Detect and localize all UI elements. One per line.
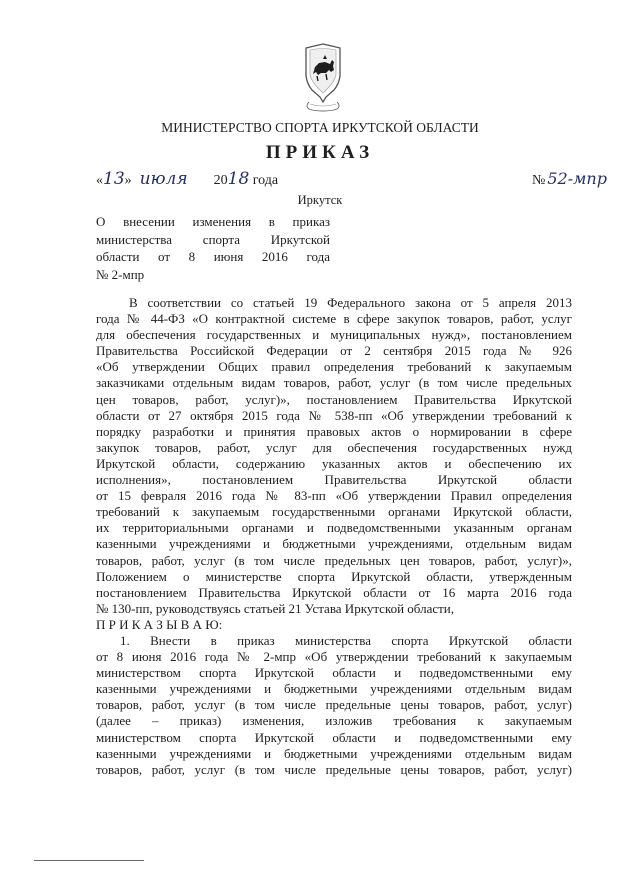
body-line: Положением о министерстве спорта Иркутской области, утвержденным	[96, 568, 572, 584]
date-year-word: года	[252, 173, 279, 188]
body-line: исполнения», постановлением Правительства Иркутской области	[96, 472, 572, 488]
body-line: товаров, работ, услуг (в том числе предельные цены товаров, работ, услуг)	[96, 697, 572, 713]
date-day: 13	[103, 169, 125, 189]
body-line: закупок товаров, работ, услуг для обеспечения государственных нужд	[96, 439, 572, 455]
subject-line: О внесении изменения в приказ	[96, 214, 330, 229]
body-line: для обеспечения государственных и муниципальных нужд», постановлением	[96, 327, 572, 343]
document-body	[96, 295, 572, 778]
number-label: №	[532, 173, 546, 188]
body-line: Иркутской области, содержанию указанных актов и обеспечению их	[96, 455, 572, 471]
order-keyword: П Р И К А З Ы В А Ю:	[96, 616, 223, 632]
document-title: ПРИКАЗ	[265, 142, 375, 163]
date-year-suffix: 18	[227, 169, 250, 189]
body-line: (далее – приказ) изменения, изложив требования к закупаемым	[96, 713, 572, 729]
body-line: заказчиками отдельным видам товаров, работ, услуг (в том числе предельных	[96, 375, 572, 391]
body-line: цен товаров, работ, услуг)», постановлением Правительства Иркутской	[96, 391, 572, 407]
subject-line: № 2-мпр	[96, 266, 145, 282]
date-close-quote: »	[124, 173, 132, 188]
body-line: № 130-пп, руководствуясь статьей 21 Устава Иркутской области,	[96, 600, 455, 616]
document-city: Иркутск	[297, 193, 343, 207]
body-line: «Об утверждении Общих правил определения требований к закупаемым	[96, 359, 572, 375]
body-line: казенными учреждениями и бюджетными учреждениями, отдельным видам	[96, 536, 572, 552]
body-line: казенными учреждениями и бюджетными учреждениями отдельным видам	[96, 681, 572, 697]
body-line: товаров, работ, услуг (в том числе предельные цены товаров, работ, услуг)	[96, 761, 572, 777]
coat-of-arms-emblem	[300, 40, 346, 114]
body-line: требований к закупаемым государственными органами Иркутской области,	[96, 504, 572, 520]
footnote-divider	[34, 860, 144, 861]
body-line: постановлением Правительства Иркутской области от 16 марта 2016 года	[96, 584, 572, 600]
body-line: года № 44-ФЗ «О контрактной системе в сфере закупок товаров, работ, услуг	[96, 311, 572, 327]
date-open-quote: «	[96, 173, 103, 188]
body-line: их территориальными органами и подведомственными указанным органам	[96, 520, 572, 536]
body-line: министерством спорта Иркутской области и подведомственными ему	[96, 729, 572, 745]
body-line: министерством спорта Иркутской области и подведомственными ему	[96, 665, 572, 681]
body-line: от 8 июня 2016 года № 2-мпр «Об утверждении требований к закупаемым	[96, 649, 572, 665]
body-line: товаров, работ, услуг (в том числе предельных цен товаров, работ, услуг)»,	[96, 552, 572, 568]
body-line: от 15 февраля 2016 года № 83-пп «Об утверждении Правил определения	[96, 488, 572, 504]
number-value: 52-мпр	[547, 169, 607, 188]
subject-line: области от 8 июня 2016 года	[96, 249, 330, 264]
body-line: Правительства Российской Федерации от 2 сентября 2015 года № 926	[96, 343, 572, 359]
subject-line: министерства спорта Иркутской	[96, 231, 330, 247]
ministry-name: МИНИСТЕРСТВО СПОРТА ИРКУТСКОЙ ОБЛАСТИ	[161, 120, 479, 135]
document-number	[532, 169, 607, 189]
date-year-prefix: 20	[213, 173, 228, 188]
document-subject	[96, 213, 330, 283]
body-line: порядку разработки и принятия правовых актов о нормировании в сфере	[96, 423, 572, 439]
date-month: июля	[139, 169, 188, 189]
body-line: 1. Внести в приказ министерства спорта Иркутской области	[120, 632, 572, 648]
body-line: области от 27 октября 2015 года № 538-пп «Об утверждении требований к	[96, 407, 572, 423]
body-line: казенными учреждениями и бюджетными учреждениями отдельным видам	[96, 745, 572, 761]
document-date	[96, 169, 278, 189]
body-line: В соответствии со статьей 19 Федерального закона от 5 апреля 2013	[129, 295, 572, 310]
